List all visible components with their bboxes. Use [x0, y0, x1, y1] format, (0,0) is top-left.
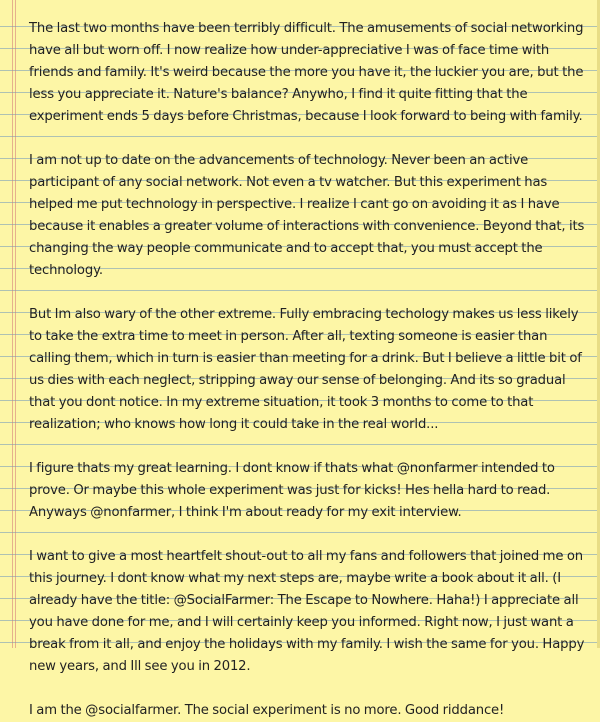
paragraph-2: I am not up to date on the advancements of technology. Never been an active participant of any social network. Not even a tv watcher. But this experiment has helped me put technology in perspective. I realize I cant go on avoiding it as I have because it enables a greater volume of interactions with convenience. Beyond that, its changing the way people communicate and to accept that, you must accept the technology.: [29, 153, 585, 278]
letter-body: [29, 18, 591, 722]
paragraph-5: I want to give a most heartfelt shout-out to all my fans and followers that joined me on this journey. I dont know what my next steps are, maybe write a book about it all. (I already have the title: @SocialFarmer: The Escape to Nowhere. Haha!) I appreciate all you have done for me, and I will certainly keep you informed. Right now, I just want a break from it all, and enjoy the holidays with my family. I wish the same for you. Happy new years, and Ill see you in 2012.: [29, 549, 585, 674]
paragraph-3: But Im also wary of the other extreme. Fully embracing techology makes us less likely to take the extra time to meet in person. After all, texting someone is easier than calling them, which in turn is easier than meeting for a drink. But I believe a little bit of us dies with each neglect, stripping away our sense of belonging. And its so gradual that you dont notice. In my extreme situation, it took 3 months to come to that realization; who knows how long it could take in the real world...: [29, 307, 582, 432]
paragraph-6: I am the @socialfarmer. The social experiment is no more. Good riddance!: [29, 703, 505, 718]
paragraph-4: I figure thats my great learning. I dont know if thats what @nonfarmer intended to prove. Or maybe this whole experiment was just for kicks! Hes hella hard to read. Anyways @nonfarmer, I think I'm about ready for my exit interview.: [29, 461, 555, 520]
paragraph-1: The last two months have been terribly difficult. The amusements of social networking have all but worn off. I now realize how under-appreciative I was of face time with friends and family. It's weird because the more you have it, the luckier you are, but the less you appreciate it. Nature's balance? Anywho, I find it quite fitting that the experiment ends 5 days before Christmas, because I look forward to being with family.: [29, 21, 584, 124]
